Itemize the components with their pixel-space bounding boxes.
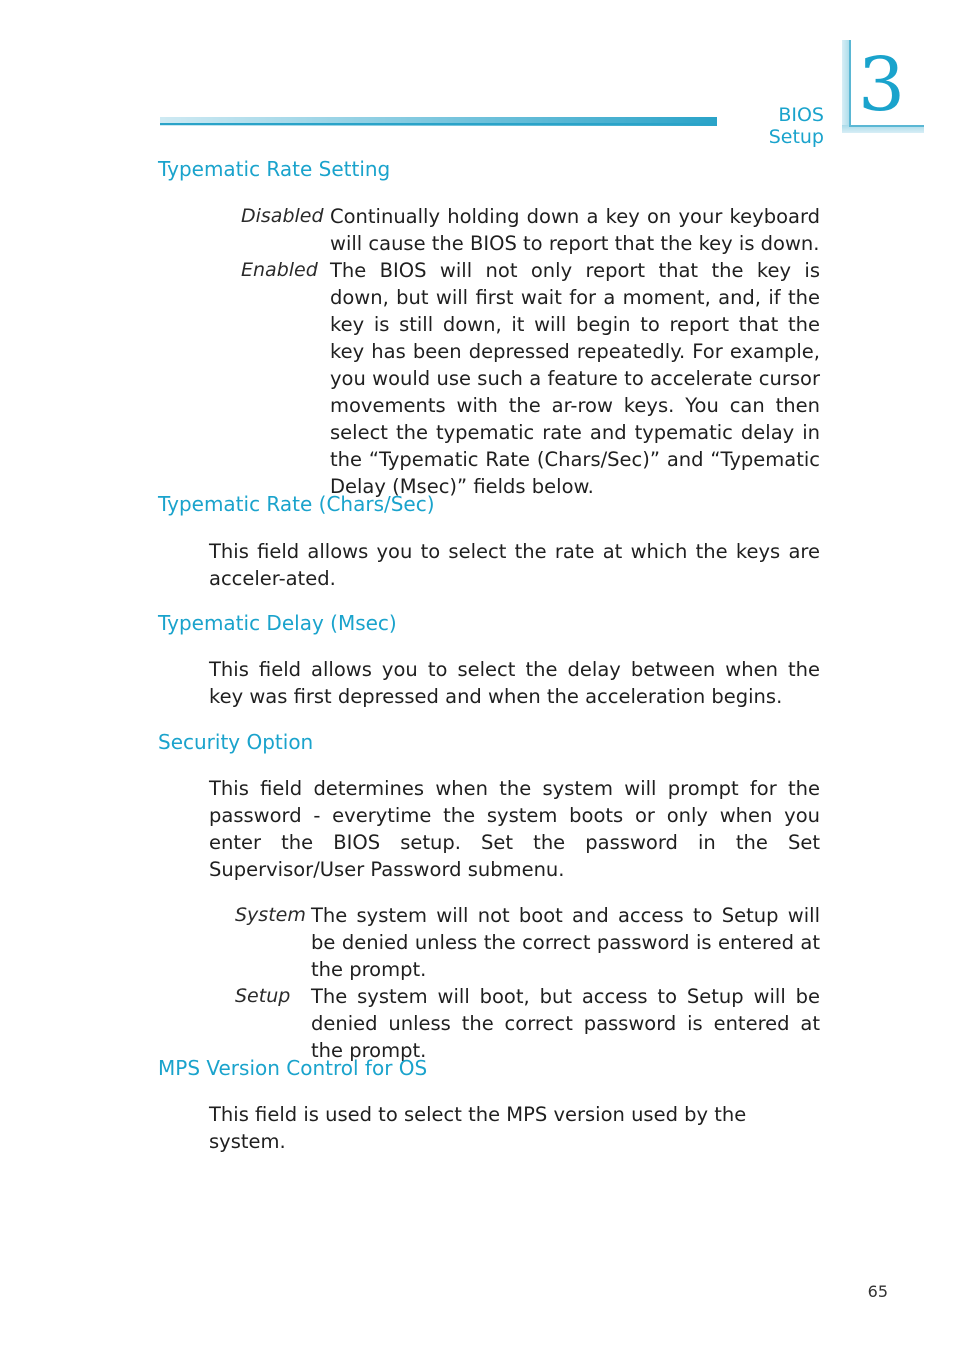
option-description-disabled: Continually holding down a key on your keyboard will cause the BIOS to report that the key is down. bbox=[330, 205, 820, 255]
option-term-enabled: Enabled bbox=[241, 259, 318, 281]
body-typematic-delay: This field allows you to select the delay between when the key was first depressed and when the acceleration begins. bbox=[209, 658, 820, 708]
option-description-setup: The system will boot, but access to Setup will be denied unless the correct password is entered at the prompt. bbox=[311, 985, 820, 1062]
page-number: 65 bbox=[867, 1282, 888, 1301]
heading-typematic-rate-setting: Typematic Rate Setting bbox=[158, 157, 391, 181]
header-rule-line bbox=[160, 123, 717, 125]
heading-security-option: Security Option bbox=[158, 730, 314, 754]
section-label: BIOS Setup bbox=[768, 104, 824, 148]
option-term-system: System bbox=[235, 904, 306, 926]
chapter-tab-line bbox=[849, 40, 851, 126]
body-typematic-rate-chars: This field allows you to select the rate at which the keys are acceler-ated. bbox=[209, 540, 820, 590]
body-mps-version-control: This field is used to select the MPS version used by the system. bbox=[209, 1103, 747, 1153]
option-term-setup: Setup bbox=[235, 985, 291, 1007]
chapter-number: 3 bbox=[858, 42, 906, 128]
body-security-option: This field determines when the system will prompt for the password - everytime the system boots or only when you enter the BIOS setup. Set the password in the Set Supervisor/User Password submenu. bbox=[209, 777, 820, 881]
option-description-system: The system will not boot and access to Setup will be denied unless the correct password is entered at the prompt. bbox=[311, 904, 820, 981]
heading-typematic-rate-chars: Typematic Rate (Chars/Sec) bbox=[158, 492, 435, 516]
option-description-enabled: The BIOS will not only report that the key is down, but will first wait for a moment, and, if the key is still down, it will begin to report that the key has been depressed repeatedly. For example, you would use such a feature to accelerate cursor movements with the ar-row keys. You can then select the typematic rate and typematic delay in the “Typematic Rate (Chars/Sec)” and “Typematic Delay (Msec)” fields below. bbox=[330, 259, 820, 498]
heading-mps-version-control: MPS Version Control for OS bbox=[158, 1056, 428, 1080]
heading-typematic-delay: Typematic Delay (Msec) bbox=[158, 611, 397, 635]
option-term-disabled: Disabled bbox=[241, 205, 324, 227]
